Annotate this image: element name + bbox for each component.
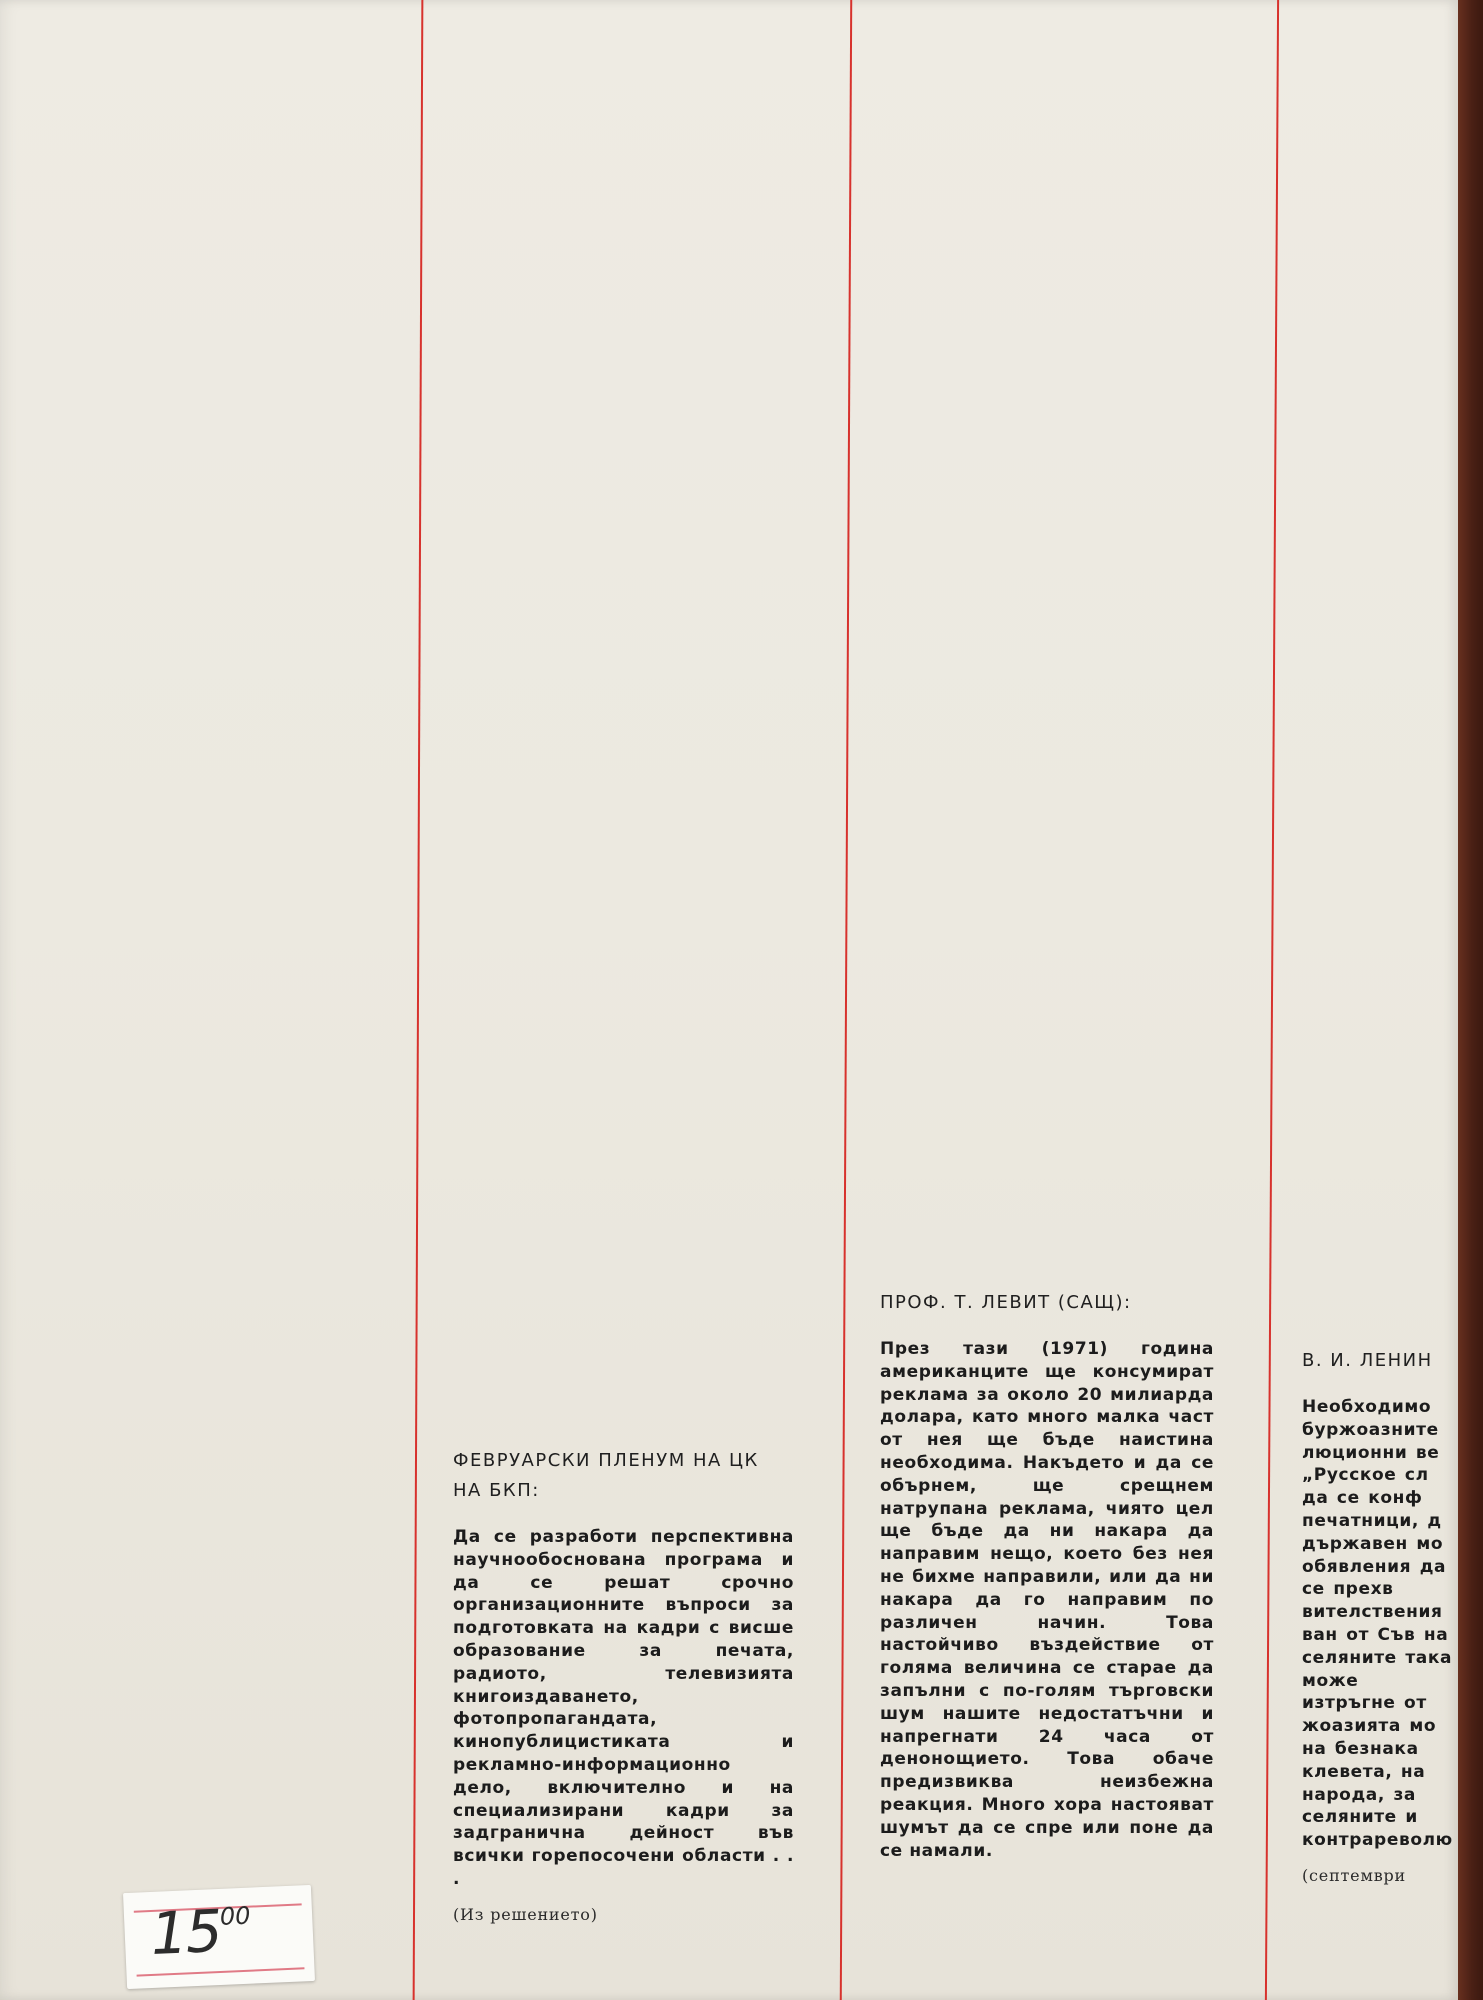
red-rule-2 [840,0,852,2000]
quote-text: През тази (1971) година американците ще консумират реклама за около 20 милиарда долара, като много малка част от нея ще бъде наистина необходима. Накъдето и да се обърнем, ще срещнем натрупана реклама, чиято цел ще бъде да ни накара да направим нещо, което без нея не бихме направили, или да ни накара да го направим по различен начин. Това настойчиво въздействие от голяма величина се старае да запълни с по-голям търговски шум нашите недостатъчни и напрегнати 24 часа от денонощието. Това обаче предизвиква неизбежна реакция. Много хора настояват шумът да се спре или поне да се намали. [880,1339,1214,1861]
quote-column-plenum [453,1446,794,1924]
quote-source: (Из решението) [453,1904,598,1924]
quote-column-levitt [880,1288,1214,1862]
quote-heading: ФЕВРУАРСКИ ПЛЕНУМ НА ЦК НА БКП: [453,1450,759,1501]
price-sticker [123,1885,315,1989]
red-rule-1 [413,0,424,2000]
quote-source: (септември [1302,1865,1407,1885]
quote-heading: В. И. ЛЕНИН [1302,1350,1433,1371]
quote-column-lenin [1302,1346,1458,1885]
quote-heading: ПРОФ. Т. ЛЕВИТ (САЩ): [880,1292,1132,1313]
quote-text: Да се разработи перспективна научнообоснована програма и да се решат срочно организационните въпроси за подготовката на кадри с висше образование за печата, радиото, телевизията книгоиздаването, фотопропагандата, кинопублицистиката и рекламно-информационно дело, включително и на специализирани кадри за задгранична дейност във всички горепосочени области . . . [453,1527,794,1889]
price-value [149,1896,252,1968]
red-rule-3 [1265,0,1279,2000]
price-cents: 00 [219,1901,252,1931]
background-edge [1455,0,1483,2000]
sticker-line [137,1967,305,1976]
price-main: 15 [149,1896,223,1968]
quote-text: Необходимо буржоазните люционни ве „Русское сл да се конф печатници, д държавен мо обявления да се прехв вителствения ван от Съв на селяните така може изтръгне от жоазията мо на безнака клевета, на народа, за селяните и контрареволю [1302,1397,1453,1851]
